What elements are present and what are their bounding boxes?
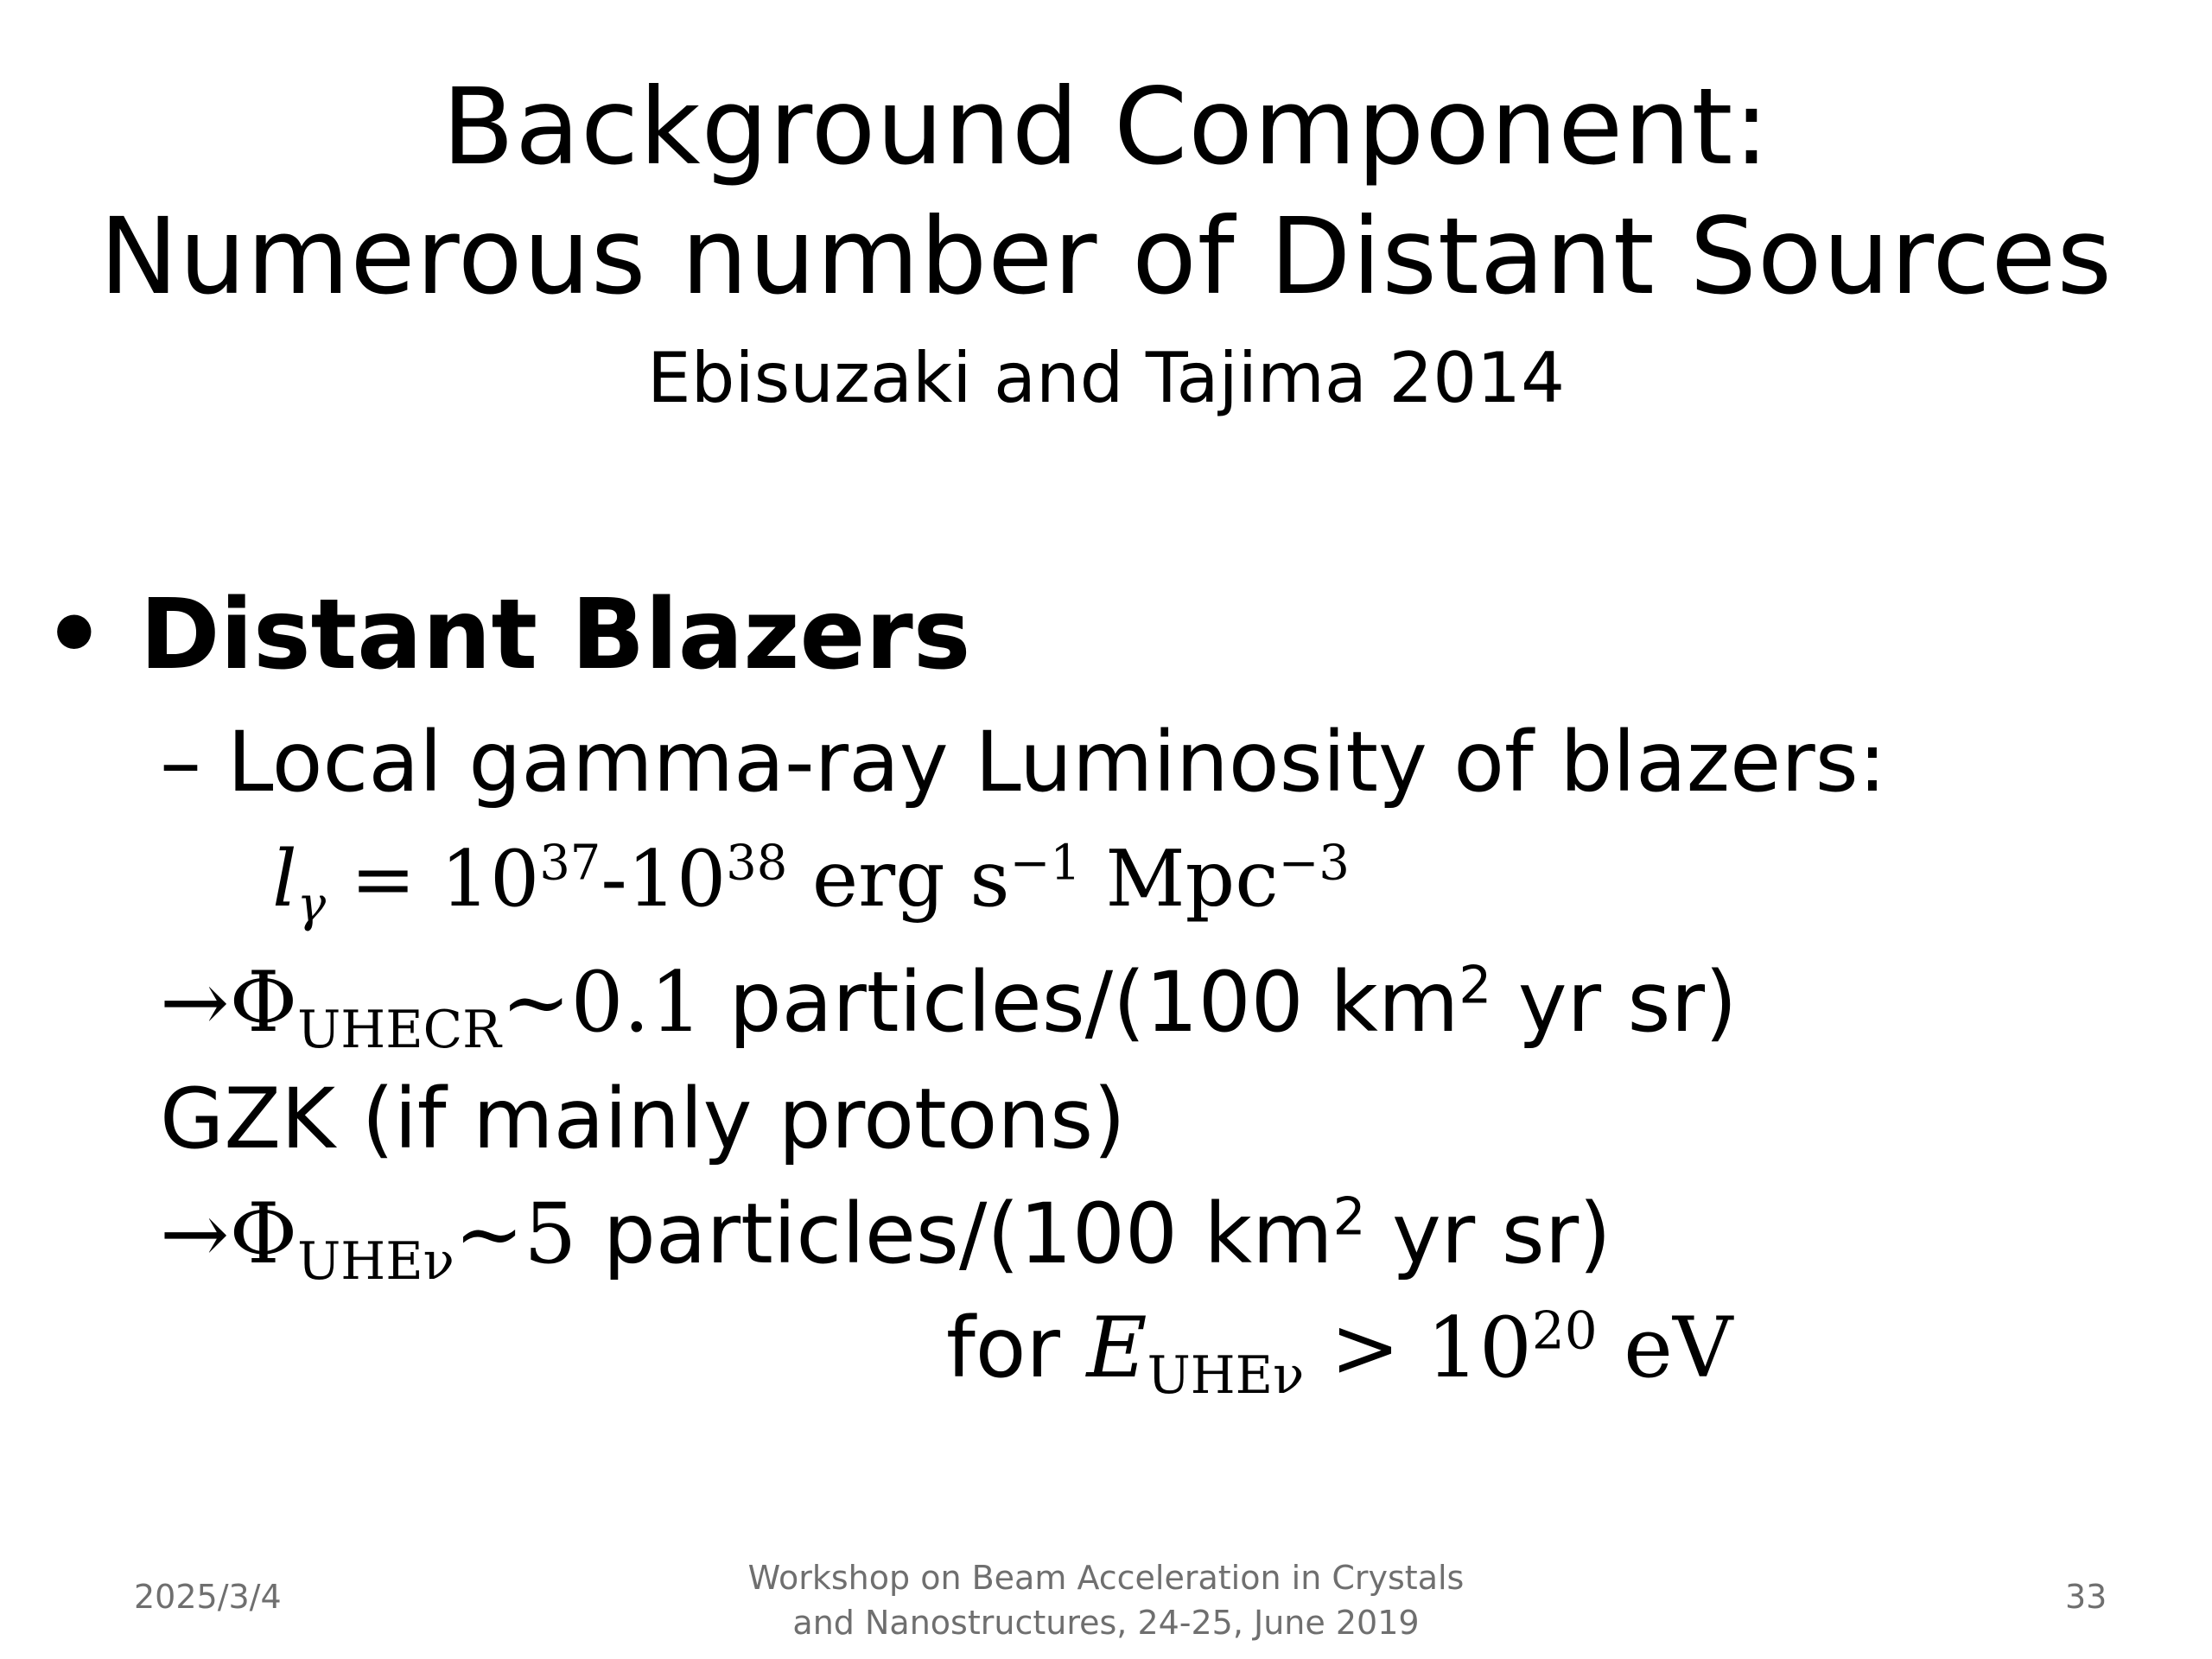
luminosity-exp2: 38: [726, 835, 788, 892]
flux-uhenu-text-a: particles/(100 km: [576, 1185, 1333, 1282]
energy-gt: > 10: [1304, 1300, 1532, 1396]
flux-uhecr-value: ~0.1: [501, 954, 703, 1051]
luminosity-symbol: l: [272, 834, 297, 925]
flux-uhecr-subscript: UHECR: [297, 1001, 501, 1061]
luminosity-exp4: −3: [1278, 835, 1350, 892]
luminosity-eq: = 10: [326, 834, 540, 925]
bullet-item: [43, 579, 970, 691]
luminosity-exp1: 37: [539, 835, 601, 892]
flux-uhenu-subscript: UHEν: [297, 1232, 454, 1293]
bullet-text: Distant Blazers: [139, 579, 971, 691]
energy-condition-line: [946, 1296, 1733, 1407]
flux-uhenu-text-b: yr sr): [1365, 1185, 1611, 1282]
luminosity-subscript: γ: [296, 876, 327, 933]
energy-unit: eV: [1597, 1300, 1733, 1396]
flux-uhecr-text-a: particles/(100 km: [702, 954, 1459, 1051]
energy-exp: 20: [1531, 1301, 1598, 1362]
slide-title-line2: Numerous number of Distant Sources: [99, 195, 2113, 318]
bullet-marker: •: [43, 579, 105, 691]
sub-item-dash: –: [160, 714, 201, 810]
footer-center-line1: Workshop on Beam Acceleration in Crystals: [747, 1559, 1465, 1597]
flux-uhenu-value: ~5: [454, 1185, 577, 1282]
slide-title-line1: Background Component:: [442, 66, 1770, 188]
slide-subtitle: Ebisuzaki and Tajima 2014: [647, 338, 1565, 418]
flux-uhecr-sup: 2: [1459, 956, 1492, 1016]
sub-item-text: Local gamma-ray Luminosity of blazers:: [227, 714, 1887, 810]
luminosity-exp3: −1: [1009, 835, 1081, 892]
luminosity-unit2: Mpc: [1080, 834, 1279, 925]
energy-subscript: UHEν: [1147, 1346, 1305, 1407]
footer-date: 2025/3/4: [134, 1578, 282, 1616]
gzk-line: GZK (if mainly protons): [160, 1071, 1126, 1167]
flux-uhenu-sup: 2: [1332, 1187, 1366, 1248]
energy-symbol: E: [1086, 1300, 1147, 1396]
luminosity-formula: [272, 828, 1350, 931]
flux-uhecr-text-b: yr sr): [1491, 954, 1738, 1051]
luminosity-unit1: erg s: [787, 834, 1010, 925]
sub-item: [160, 710, 1886, 814]
flux-uhenu-line: [160, 1182, 1611, 1293]
flux-uhenu-arrow: →Φ: [160, 1185, 298, 1282]
flux-uhecr-arrow: →Φ: [160, 954, 298, 1051]
flux-uhecr-line: [160, 950, 1738, 1061]
luminosity-mid: -10: [601, 834, 727, 925]
footer-page-number: 33: [2065, 1578, 2107, 1616]
footer-center-line2: and Nanostructures, 24-25, June 2019: [792, 1604, 1420, 1642]
energy-for: for: [946, 1300, 1087, 1396]
